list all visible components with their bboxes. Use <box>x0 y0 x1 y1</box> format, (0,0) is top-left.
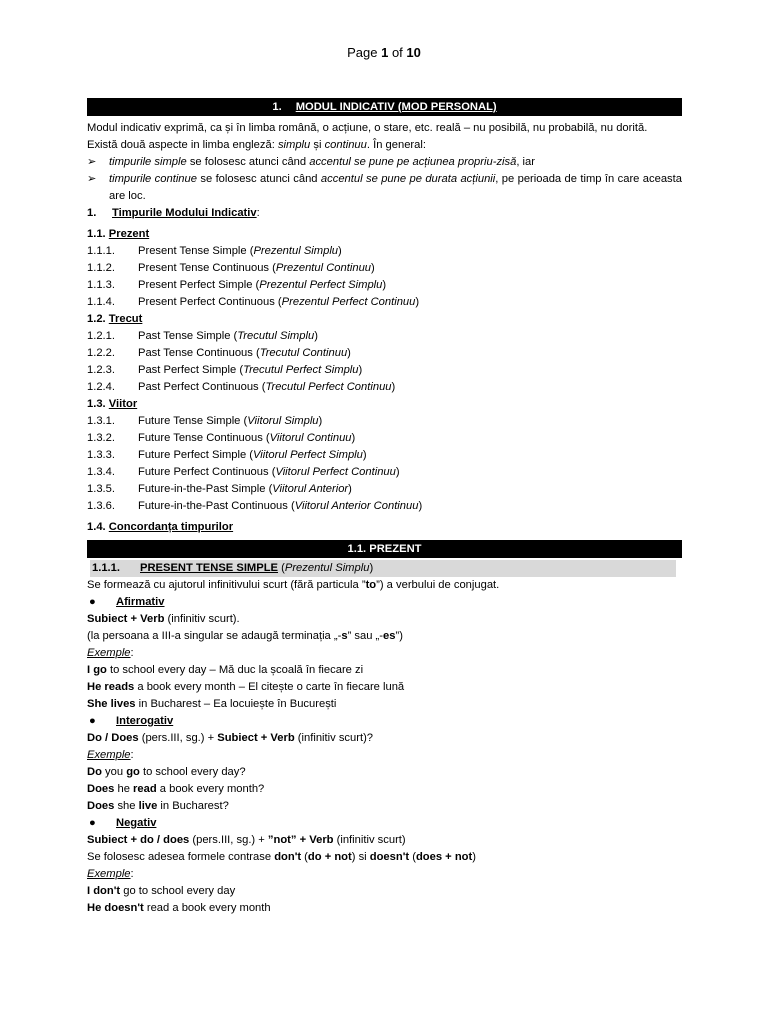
tense-group-heading: 1.2. Trecut <box>87 313 143 325</box>
tense-item: 1.1.4. Present Perfect Continuous (Prezentul Perfect Continuu) <box>87 296 420 308</box>
tense-item: 1.2.1. Past Tense Simple (Trecutul Simplu) <box>87 330 318 342</box>
page-number-of: of <box>388 45 407 60</box>
intro-paragraph: Modul indicativ exprimă, ca și în limba română, o acțiune, o stare, etc. reală – nu posibilă, nu probabilă, nu dorită. <box>87 122 648 134</box>
negativ-contractions: Se folosesc adesea formele contrase don't (do + not) si doesn't (does + not) <box>87 851 476 863</box>
afirmativ-example: She lives in Bucharest – Ea locuiește în București <box>87 698 337 710</box>
interogativ-example: Does she live in Bucharest? <box>87 800 229 812</box>
interogativ-examples-label: Exemple: <box>87 749 134 761</box>
interogativ-heading: ● Interogativ <box>87 713 682 730</box>
tense-item: 1.1.2. Present Tense Continuous (Prezentul Continuu) <box>87 262 375 274</box>
afirmativ-example: I go to school every day – Mă duc la școală în fiecare zi <box>87 664 364 676</box>
afirmativ-example: He reads a book every month – El citește o carte în fiecare lună <box>87 681 405 693</box>
tense-item: 1.1.3. Present Perfect Simple (Prezentul Perfect Simplu) <box>87 279 387 291</box>
tense-item: 1.1.1. Present Tense Simple (Prezentul Simplu) <box>87 245 342 257</box>
tense-item: 1.3.2. Future Tense Continuous (Viitorul Continuu) <box>87 432 356 444</box>
prezent-title-bar: 1.1. PREZENT <box>87 540 682 558</box>
dot-bullet-icon: ● <box>89 715 96 727</box>
tense-group-heading: 1.3. Viitor <box>87 398 138 410</box>
tense-item: 1.3.5. Future-in-the-Past Simple (Viitorul Anterior) <box>87 483 352 495</box>
interogativ-example: Does he read a book every month? <box>87 783 265 795</box>
interogativ-rule: Do / Does (pers.III, sg.) + Subiect + Verb (infinitiv scurt)? <box>87 732 374 744</box>
timpuri-heading: 1. Timpurile Modului Indicativ: <box>87 207 260 219</box>
dot-bullet-icon: ● <box>89 817 96 829</box>
afirmativ-rule: Subiect + Verb (infinitiv scurt). <box>87 613 240 625</box>
section-title: MODUL INDICATIV (MOD PERSONAL) <box>295 101 497 113</box>
page-content <box>87 98 682 917</box>
bullet-simple-tenses: ➢ timpurile simple se folosesc atunci când accentul se pune pe acțiunea propriu-zisă, iar <box>87 154 682 171</box>
page-number <box>0 45 768 60</box>
tense-item: 1.2.2. Past Tense Continuous (Trecutul Continuu) <box>87 347 351 359</box>
negativ-heading: ● Negativ <box>87 815 682 832</box>
tense-item: 1.3.6. Future-in-the-Past Continuous (Viitorul Anterior Continuu) <box>87 500 423 512</box>
tense-group-heading: 1.1. Prezent <box>87 228 150 240</box>
bullet-continuous-tenses: ➢ timpurile continue se folosesc atunci când accentul se pune pe durata acțiunii, pe perioada de timp în care aceasta are loc. <box>87 171 682 205</box>
dot-bullet-icon: ● <box>89 596 96 608</box>
afirmativ-examples-label: Exemple: <box>87 647 134 659</box>
present-tense-simple-heading: 1.1.1. PRESENT TENSE SIMPLE (Prezentul Simplu) <box>90 560 676 577</box>
negativ-example: I don't go to school every day <box>87 885 236 897</box>
tense-item: 1.3.1. Future Tense Simple (Viitorul Simplu) <box>87 415 323 427</box>
tense-item: 1.2.4. Past Perfect Continuous (Trecutul Perfect Continuu) <box>87 381 396 393</box>
page-number-prefix: Page <box>347 45 382 60</box>
negativ-examples-label: Exemple: <box>87 868 134 880</box>
tense-item: 1.3.3. Future Perfect Simple (Viitorul Perfect Simplu) <box>87 449 367 461</box>
arrow-bullet-icon: ➢ <box>87 156 97 168</box>
afirmativ-note: (la persoana a III-a singular se adaugă terminația „-s” sau „-es”) <box>87 630 403 642</box>
tense-item: 1.3.4. Future Perfect Continuous (Viitorul Perfect Continuu) <box>87 466 400 478</box>
formation-rule: Se formează cu ajutorul infinitivului scurt (fără particula ”to”) a verbului de conjugat. <box>87 579 500 591</box>
negativ-rule: Subiect + do / does (pers.III, sg.) + ”not” + Verb (infinitiv scurt) <box>87 834 406 846</box>
arrow-bullet-icon: ➢ <box>87 173 97 185</box>
interogativ-example: Do you go to school every day? <box>87 766 246 778</box>
aspects-paragraph: Există două aspecte in limba engleză: simplu și continuu. În general: <box>87 139 426 151</box>
page-number-total: 10 <box>406 45 421 60</box>
negativ-example: He doesn't read a book every month <box>87 902 271 914</box>
page-number-current: 1 <box>381 45 389 60</box>
tense-groups <box>87 226 682 515</box>
tense-item: 1.2.3. Past Perfect Simple (Trecutul Perfect Simplu) <box>87 364 363 376</box>
concordanta-heading: 1.4. Concordanța timpurilor <box>87 521 234 533</box>
section-title-bar <box>87 98 682 116</box>
afirmativ-heading: ● Afirmativ <box>87 594 682 611</box>
section-number: 1. <box>272 101 282 113</box>
